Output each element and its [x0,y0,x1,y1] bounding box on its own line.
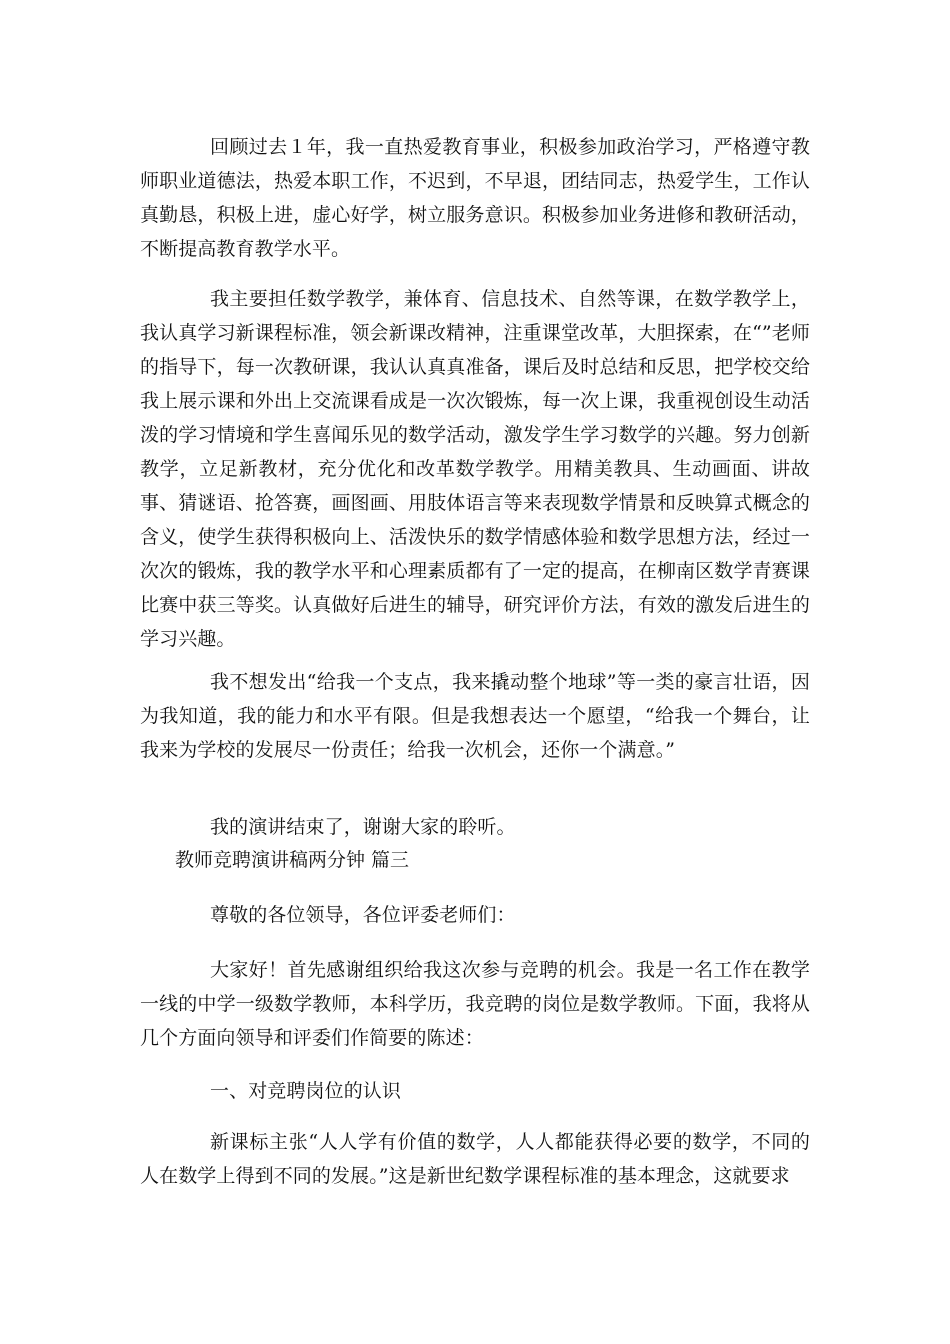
paragraph-wish: 我不想发出“给我一个支点，我来撬动整个地球”等一类的豪言壮语，因为我知道，我的能力和水平有限。但是我想表达一个愿望，“给我一个舞台，让我来为学校的发展尽一份责任；给我一次机会，还你一个满意。” [140,671,810,761]
paragraph-greeting: 大家好！首先感谢组织给我这次参与竞聘的机会。我是一名工作在教学一线的中学一级数学教师，本科学历，我竞聘的岗位是数学教师。下面，我将从几个方面向领导和评委们作简要的陈述： [140,959,810,1049]
paragraph-subheading: 一、对竞聘岗位的认识 [210,1080,402,1102]
paragraph-curriculum: 新课标主张“人人学有价值的数学，人人都能获得必要的数学，不同的人在数学上得到不同的发展。”这是新世纪数学课程标准的基本理念，这就要求 [140,1131,810,1187]
paragraph-salutation: 尊敬的各位领导，各位评委老师们： [210,904,516,926]
section-heading: 教师竞聘演讲稿两分钟 篇三 [175,849,410,871]
paragraph-teaching: 我主要担任数学教学，兼体育、信息技术、自然等课，在数学教学上，我认真学习新课程标准，领会新课改精神，注重课堂改革，大胆探索，在“”老师的指导下，每一次教研课，我认认真真准备，课后及时总结和反思，把学校交给我上展示课和外出上交流课看成是一次次锻炼，每一次上课，我重视创设生动活泼的学习情境和学生喜闻乐见的数学活动，激发学生学习数学的兴趣。努力创新教学，立足新教材，充分优化和改革数学教学。用精美教具、生动画面、讲故事、猜谜语、抢答赛，画图画、用肢体语言等来表现数学情景和反映算式概念的含义，使学生获得积极向上、活泼快乐的数学情感体验和数学思想方法，经过一次次的锻炼，我的教学水平和心理素质都有了一定的提高，在柳南区数学青赛课比赛中获三等奖。认真做好后进生的辅导，研究评价方法，有效的激发后进生的学习兴趣。 [140,288,810,650]
paragraph-review: 回顾过去１年，我一直热爱教育事业，积极参加政治学习，严格遵守教师职业道德法，热爱本职工作，不迟到，不早退，团结同志，热爱学生，工作认真勤恳，积极上进，虚心好学，树立服务意识。积极参加业务进修和教研活动，不断提高教育教学水平。 [140,136,810,260]
paragraph-closing: 我的演讲结束了，谢谢大家的聆听。 [210,816,516,838]
